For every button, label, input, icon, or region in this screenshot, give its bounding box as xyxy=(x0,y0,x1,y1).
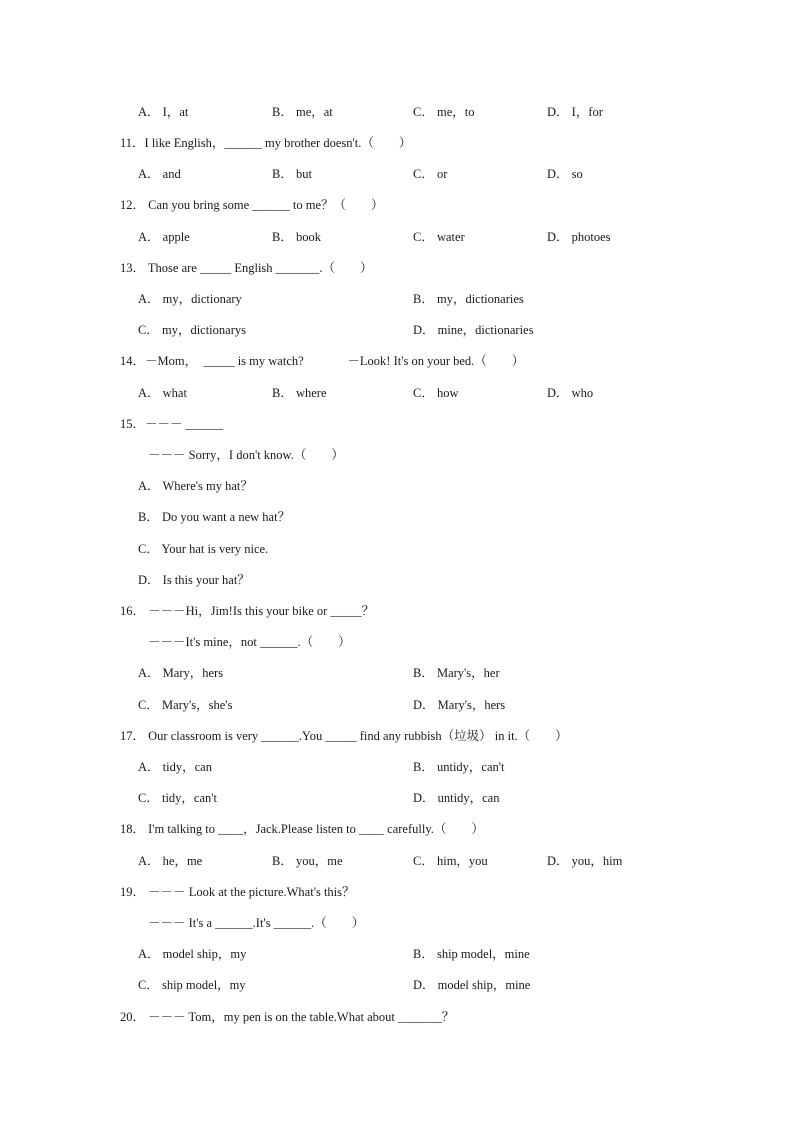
option-b: B． ship model，mine xyxy=(413,947,530,961)
question-stem: 15．－－－ ______ xyxy=(120,417,224,431)
option-b: B． untidy，can't xyxy=(413,760,505,774)
option-a: A． he，me xyxy=(138,854,203,868)
question-stem: 12． Can you bring some ______ to me？（ ） xyxy=(120,198,384,212)
option-a: A． and xyxy=(138,167,181,181)
option-d: D． untidy，can xyxy=(413,791,500,805)
question-stem: 13． Those are _____ English _______.（ ） xyxy=(120,261,373,275)
question-stem: 16． －－－Hi，Jim!Is this your bike or _____？ xyxy=(120,604,375,618)
option-b: B． me，at xyxy=(272,105,333,119)
option-a: A． Where's my hat？ xyxy=(138,479,253,493)
option-d: D． Mary's，hers xyxy=(413,698,506,712)
option-d: D． so xyxy=(547,167,583,181)
question-stem: 18． I'm talking to ____，Jack.Please listen to ____ carefully.（ ） xyxy=(120,822,484,836)
option-b: B． Mary's，her xyxy=(413,666,500,680)
option-d: D． model ship，mine xyxy=(413,978,531,992)
question-stem-reply: －－－ Sorry，I don't know.（ ） xyxy=(148,448,344,462)
option-c: C． ship model，my xyxy=(138,978,246,992)
option-c: C． how xyxy=(413,386,459,400)
question-stem-reply: －－－ It's a ______.It's ______.（ ） xyxy=(148,916,365,930)
option-d: D． you，him xyxy=(547,854,623,868)
option-b: B． Do you want a new hat？ xyxy=(138,510,291,524)
question-stem: 11．I like English，______ my brother doesn't.（ ） xyxy=(120,136,412,150)
option-a: A． I，at xyxy=(138,105,189,119)
question-stem: 19． －－－ Look at the picture.What's this？ xyxy=(120,885,355,899)
option-b: B． book xyxy=(272,230,321,244)
option-b: B． you，me xyxy=(272,854,343,868)
option-b: B． my，dictionaries xyxy=(413,292,524,306)
option-c: C． tidy，can't xyxy=(138,791,217,805)
option-d: D． photoes xyxy=(547,230,611,244)
option-d: D． mine，dictionaries xyxy=(413,323,534,337)
option-c: C． water xyxy=(413,230,465,244)
option-b: B． where xyxy=(272,386,327,400)
option-c: C． my，dictionarys xyxy=(138,323,246,337)
option-a: A． Mary，hers xyxy=(138,666,224,680)
option-b: B． but xyxy=(272,167,312,181)
option-a: A． apple xyxy=(138,230,190,244)
question-stem: 17． Our classroom is very ______.You _____ find any rubbish（垃圾） in it.（ ） xyxy=(120,729,568,743)
question-stem: 14．－Mom， _____ is my watch? －Look! It's on your bed.（ ） xyxy=(120,354,525,368)
option-a: A． tidy，can xyxy=(138,760,212,774)
question-stem: 20． －－－ Tom，my pen is on the table.What about _______？ xyxy=(120,1010,455,1024)
option-c: C． Mary's，she's xyxy=(138,698,233,712)
option-d: D． who xyxy=(547,386,594,400)
question-stem-reply: －－－It's mine，not ______.（ ） xyxy=(148,635,351,649)
option-c: C． or xyxy=(413,167,448,181)
option-a: A． my，dictionary xyxy=(138,292,242,306)
option-c: C． Your hat is very nice. xyxy=(138,542,269,556)
option-a: A． model ship，my xyxy=(138,947,247,961)
option-c: C． me，to xyxy=(413,105,475,119)
option-d: D． I，for xyxy=(547,105,603,119)
option-c: C． him，you xyxy=(413,854,488,868)
option-a: A． what xyxy=(138,386,187,400)
option-d: D． Is this your hat？ xyxy=(138,573,250,587)
